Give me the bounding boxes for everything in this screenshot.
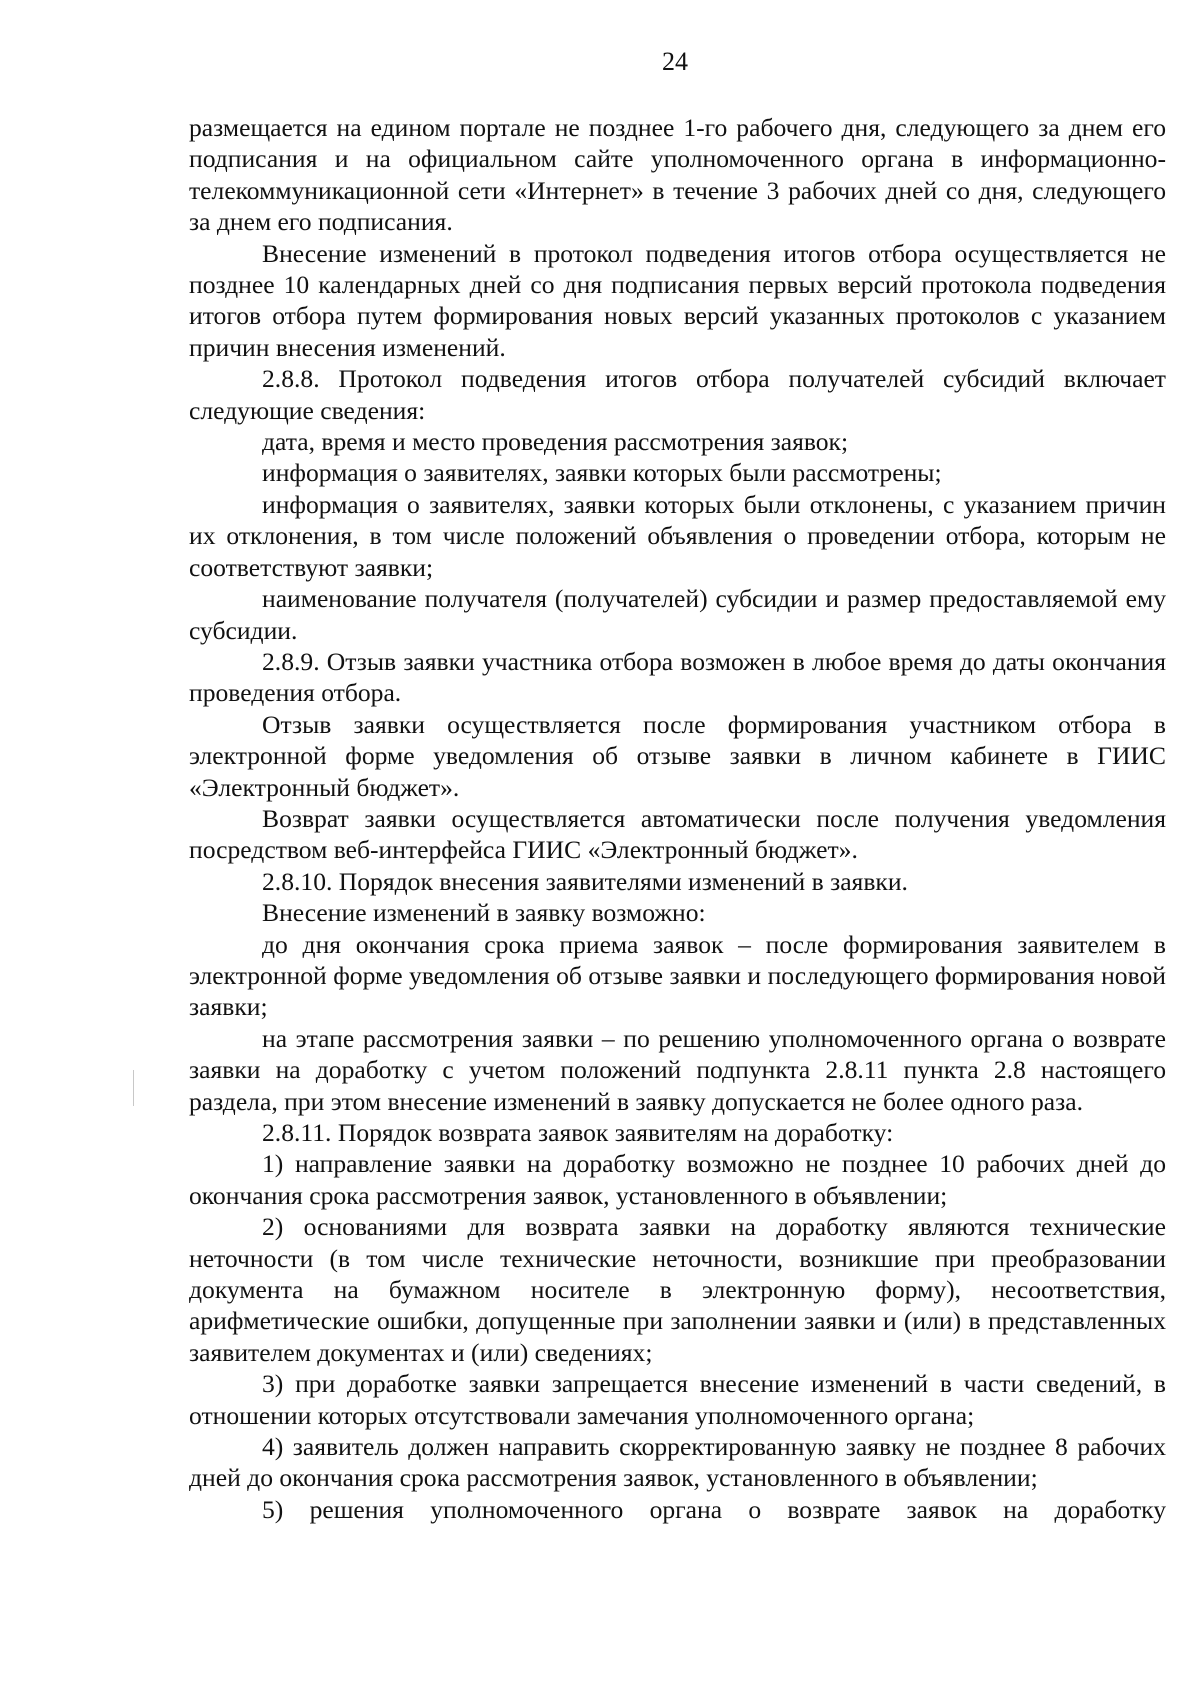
- paragraph-2-8-8: 2.8.8. Протокол подведения итогов отбора получателей субсидий включает следующие сведения:: [189, 364, 1166, 425]
- list-item-1: 1) направление заявки на доработку возможно не позднее 10 рабочих дней до окончания срока рассмотрения заявок, установленного в объявлении;: [189, 1149, 1166, 1210]
- page-number: 24: [662, 47, 688, 76]
- list-item-date-time-place: дата, время и место проведения рассмотрения заявок;: [262, 427, 849, 457]
- list-item-before-deadline: до дня окончания срока приема заявок – после формирования заявителем в электронной форме уведомления об отзыве заявки и последующего формирования новой заявки;: [189, 929, 1166, 1022]
- paragraph-2-8-11: 2.8.11. Порядок возврата заявок заявителям на доработку:: [262, 1118, 894, 1147]
- list-item-reviewed-applicants: информация о заявителях, заявки которых были рассмотрены;: [262, 458, 942, 488]
- paragraph-2-8-10: 2.8.10. Порядок внесения заявителями изменений в заявки.: [262, 866, 908, 896]
- list-item-5: 5) решения уполномоченного органа о возврате заявок на доработку: [262, 1494, 1166, 1524]
- list-item-4: 4) заявитель должен направить скорректированную заявку не позднее 8 рабочих дней до окончания срока рассмотрения заявок, установленного в объявлении;: [189, 1432, 1166, 1493]
- list-item-3: 3) при доработке заявки запрещается внесение изменений в части сведений, в отношении которых отсутствовали замечания уполномоченного органа;: [189, 1369, 1166, 1430]
- paragraph-automatic-return: Возврат заявки осуществляется автоматически после получения уведомления посредством веб-интерфейса ГИИС «Электронный бюджет».: [189, 803, 1166, 865]
- paragraph-withdrawal-procedure: Отзыв заявки осуществляется после формирования участником отбора в электронной форме уведомления об отзыве заявки в личном кабинете в ГИИС «Электронный бюджет».: [189, 709, 1166, 802]
- list-item-rejected-applicants: информация о заявителях, заявки которых были отклонены, с указанием причин их отклонения, в том числе положений объявления о проведении отбора, которым не соответствуют заявки;: [189, 489, 1166, 582]
- paragraph-changes-possible: Внесение изменений в заявку возможно:: [262, 898, 706, 928]
- list-item-recipient-name: наименование получателя (получателей) субсидии и размер предоставляемой ему субсидии.: [189, 584, 1166, 645]
- document-body: [189, 112, 1166, 1525]
- list-item-2: 2) основаниями для возврата заявки на доработку являются технические неточности (в том числе технические неточности, возникшие при преобразовании документа на бумажном носителе в электронную форму), несоответствия, арифметические ошибки, допущенные при заполнении заявки и (или) в представленных заявителем документах и (или) сведениях;: [189, 1212, 1166, 1367]
- paragraph-portal-publication: размещается на едином портале не позднее 1-го рабочего дня, следующего за днем его подписания и на официальном сайте уполномоченного органа в информационно-телекоммуникационной сети «Интернет» в течение 3 рабочих дней со дня, следующего за днем его подписания.: [189, 113, 1166, 237]
- scan-artifact: [133, 1070, 134, 1106]
- paragraph-2-8-9: 2.8.9. Отзыв заявки участника отбора возможен в любое время до даты окончания проведения отбора.: [189, 646, 1166, 708]
- paragraph-protocol-changes: Внесение изменений в протокол подведения итогов отбора осуществляется не позднее 10 календарных дней со дня подписания первых версий протокола подведения итогов отбора путем формирования новых версий указанных протоколов с указанием причин внесения изменений.: [189, 238, 1166, 362]
- list-item-review-stage: на этапе рассмотрения заявки – по решению уполномоченного органа о возврате заявки на доработку с учетом положений подпункта 2.8.11 пункта 2.8 настоящего раздела, при этом внесение изменений в заявку допускается не более одного раза.: [189, 1023, 1166, 1116]
